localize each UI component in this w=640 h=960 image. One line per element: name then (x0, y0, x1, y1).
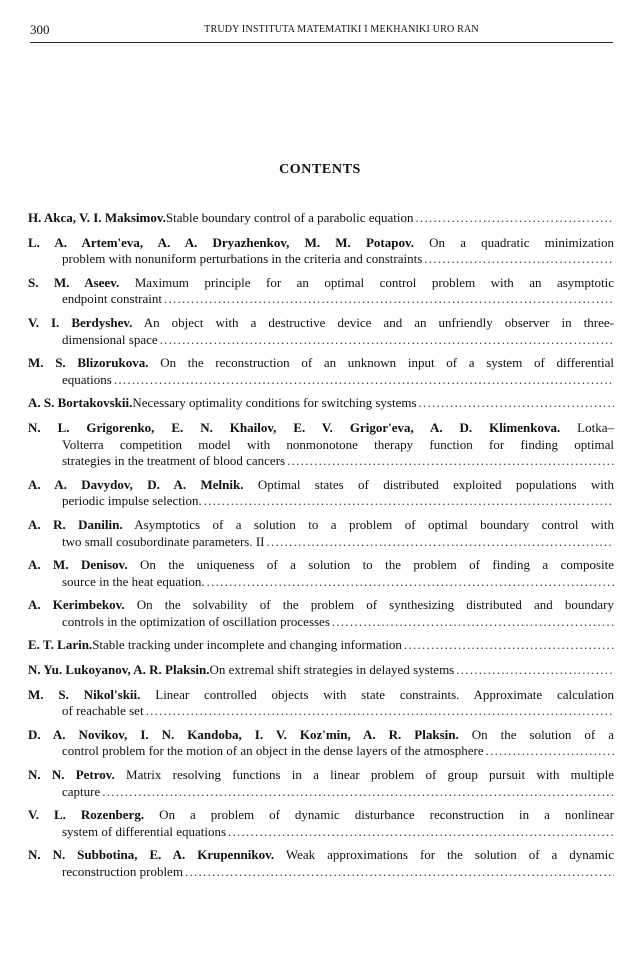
toc-title-continuation: periodic impulse selection. (62, 493, 202, 509)
toc-entry-last-line (28, 864, 614, 881)
toc-entry-first-line (28, 807, 614, 824)
dot-leader (146, 703, 614, 720)
toc-entry[interactable] (28, 235, 614, 268)
dot-leader (228, 824, 614, 841)
toc-authors: S. M. Aseev. (28, 274, 120, 290)
toc-entry[interactable] (28, 275, 614, 308)
contents-heading: CONTENTS (279, 162, 361, 177)
toc-title-continuation: dimensional space (62, 331, 158, 347)
toc-entry[interactable] (28, 395, 614, 412)
toc-entry-first-line (28, 517, 614, 534)
toc-entry-middle-line: Volterra competition model with nonmonotone therapy function for finding optimal (62, 436, 614, 452)
toc-entry-last-line (28, 372, 614, 389)
dot-leader (114, 372, 614, 389)
toc-entry-last-line (28, 493, 614, 510)
dot-leader (164, 291, 614, 308)
toc-entry-last-line (28, 824, 614, 841)
toc-entry-first-line (28, 275, 614, 292)
toc-title-text: Optimal states of distributed exploited populations with (257, 476, 615, 492)
toc-title-continuation: control problem for the motion of an object in the dense layers of the atmosphere (62, 743, 484, 759)
toc-title-text: On the solvability of the problem of synthesizing distributed and boundary (136, 597, 614, 613)
toc-title-text: On the uniqueness of a solution to the problem of finding a composite (140, 557, 615, 573)
toc-title-continuation: strategies in the treatment of blood cancers (62, 453, 286, 469)
toc-entry[interactable] (28, 687, 614, 720)
toc-entry-last-line (28, 743, 614, 760)
dot-leader (416, 210, 614, 227)
toc-authors: D. A. Novikov, I. N. Kandoba, I. V. Koz'min, A. R. Plaksin. (28, 726, 459, 742)
toc-entry-first-line (28, 210, 614, 227)
toc-entry-first-line (28, 847, 614, 864)
toc-authors: A. R. Danilin. (28, 516, 123, 532)
toc-entry-first-line (28, 355, 614, 372)
toc-title-continuation: endpoint constraint (62, 291, 163, 307)
toc-entry[interactable] (28, 557, 614, 590)
toc-entry-first-line (28, 767, 614, 784)
toc-title-text: On extremal shift strategies in delayed systems (209, 662, 455, 678)
dot-leader (160, 332, 614, 349)
toc-entry-last-line (28, 332, 614, 349)
dot-leader (102, 784, 614, 801)
toc-entry[interactable] (28, 420, 614, 470)
toc-title-text: Stable boundary control of a parabolic equation (165, 210, 414, 225)
page-number: 300 (30, 22, 50, 37)
toc-entry-last-line (28, 614, 614, 631)
toc-title-continuation: equations (62, 371, 112, 387)
toc-authors: N. Yu. Lukoyanov, A. R. Plaksin. (28, 662, 210, 678)
toc-entry[interactable] (28, 807, 614, 840)
toc-authors: M. S. Blizorukova. (28, 355, 149, 371)
toc-authors: V. I. Berdyshev. (28, 314, 133, 330)
toc-entry[interactable] (28, 315, 614, 348)
toc-title-continuation: source in the heat equation. (62, 573, 205, 589)
toc-entry-last-line (28, 453, 614, 470)
toc-title-continuation: problem with nonuniform perturbations in the criteria and constraints (62, 251, 423, 267)
toc-entry-first-line (28, 420, 614, 437)
toc-authors: E. T. Larin. (28, 637, 93, 653)
toc-entry-last-line (28, 784, 614, 801)
toc-title-text: Linear controlled objects with state constraints. Approximate calculation (155, 686, 615, 702)
toc-entry-first-line (28, 315, 614, 332)
toc-entry[interactable] (28, 597, 614, 630)
toc-title-text: Weak approximations for the solution of a dynamic (285, 847, 614, 863)
toc-authors: M. S. Nikol'skii. (28, 686, 141, 702)
dot-leader (287, 453, 614, 470)
toc-authors: N. N. Petrov. (28, 767, 115, 783)
toc-authors: N. L. Grigorenko, E. N. Khailov, E. V. Grigor'eva, A. D. Klimenkova. (28, 419, 561, 435)
toc-title-text: Lotka– (577, 419, 614, 435)
toc-title-text: On the reconstruction of an unknown input of a system of differential (160, 355, 614, 371)
toc-entry-first-line (28, 687, 614, 704)
toc-entry[interactable] (28, 355, 614, 388)
toc-authors: A. S. Bortakovskii. (28, 395, 133, 411)
toc-authors: A. M. Denisov. (28, 557, 128, 573)
toc-title-text: Asymptotics of a solution to a problem of optimal boundary control with (134, 516, 614, 532)
table-of-contents (28, 210, 614, 888)
toc-title-continuation: controls in the optimization of oscillation processes (62, 613, 330, 629)
toc-entry[interactable] (28, 767, 614, 800)
toc-authors: N. N. Subbotina, E. A. Krupennikov. (28, 847, 275, 863)
toc-entry[interactable] (28, 662, 614, 679)
toc-title-continuation: of reachable set (62, 703, 144, 719)
toc-entry[interactable] (28, 847, 614, 880)
toc-title-text: An object with a destructive device and an unfriendly observer in three- (143, 314, 614, 330)
toc-title-continuation: capture (62, 783, 101, 799)
toc-entry-first-line (28, 235, 614, 252)
toc-entry-last-line (28, 251, 614, 268)
toc-entry[interactable] (28, 517, 614, 550)
journal-title: TRUDY INSTITUTA MATEMATIKI I MEKHANIKI URO RAN (204, 24, 479, 35)
dot-leader (185, 864, 614, 881)
dot-leader (486, 743, 614, 760)
toc-entry-first-line (28, 395, 614, 412)
toc-entry[interactable] (28, 477, 614, 510)
toc-entry-last-line (28, 703, 614, 720)
toc-title-continuation: system of differential equations (62, 823, 227, 839)
toc-title-text: Stable tracking under incomplete and changing information (92, 637, 402, 653)
toc-title-text: On a quadratic minimization (429, 234, 615, 250)
toc-entry[interactable] (28, 210, 614, 227)
dot-leader (404, 637, 614, 654)
toc-entry-last-line (28, 291, 614, 308)
dot-leader (267, 534, 614, 551)
toc-authors: H. Akca, V. I. Maksimov. (28, 210, 166, 225)
toc-entry[interactable] (28, 637, 614, 654)
toc-title-text: Maximum principle for an optimal control problem with an asymptotic (134, 274, 615, 290)
dot-leader (207, 574, 614, 591)
dot-leader (419, 395, 614, 412)
dot-leader (456, 662, 614, 679)
toc-entry-first-line (28, 662, 614, 679)
toc-authors: A. Kerimbekov. (28, 597, 125, 613)
toc-entry-first-line (28, 477, 614, 494)
toc-entry-first-line (28, 637, 614, 654)
toc-entry-last-line (28, 534, 614, 551)
running-header (30, 22, 613, 43)
toc-entry[interactable] (28, 727, 614, 760)
dot-leader (332, 614, 614, 631)
toc-authors: A. A. Davydov, D. A. Melnik. (28, 476, 244, 492)
toc-title-continuation: reconstruction problem (62, 864, 183, 879)
toc-title-text: Necessary optimality conditions for switching systems (132, 395, 417, 411)
toc-title-text: Matrix resolving functions in a linear problem of group pursuit with multiple (126, 767, 615, 783)
toc-entry-first-line (28, 597, 614, 614)
dot-leader (424, 251, 614, 268)
toc-title-text: On a problem of dynamic disturbance reconstruction in a nonlinear (159, 807, 614, 823)
toc-authors: L. A. Artem'eva, A. A. Dryazhenkov, M. M. Potapov. (28, 234, 414, 250)
toc-authors: V. L. Rozenberg. (28, 807, 145, 823)
toc-entry-last-line (28, 574, 614, 591)
toc-title-text: On the solution of a (471, 726, 615, 742)
toc-title-continuation: two small cosubordinate parameters. II (62, 533, 265, 549)
toc-entry-first-line (28, 557, 614, 574)
dot-leader (204, 493, 614, 510)
toc-entry-first-line (28, 727, 614, 744)
